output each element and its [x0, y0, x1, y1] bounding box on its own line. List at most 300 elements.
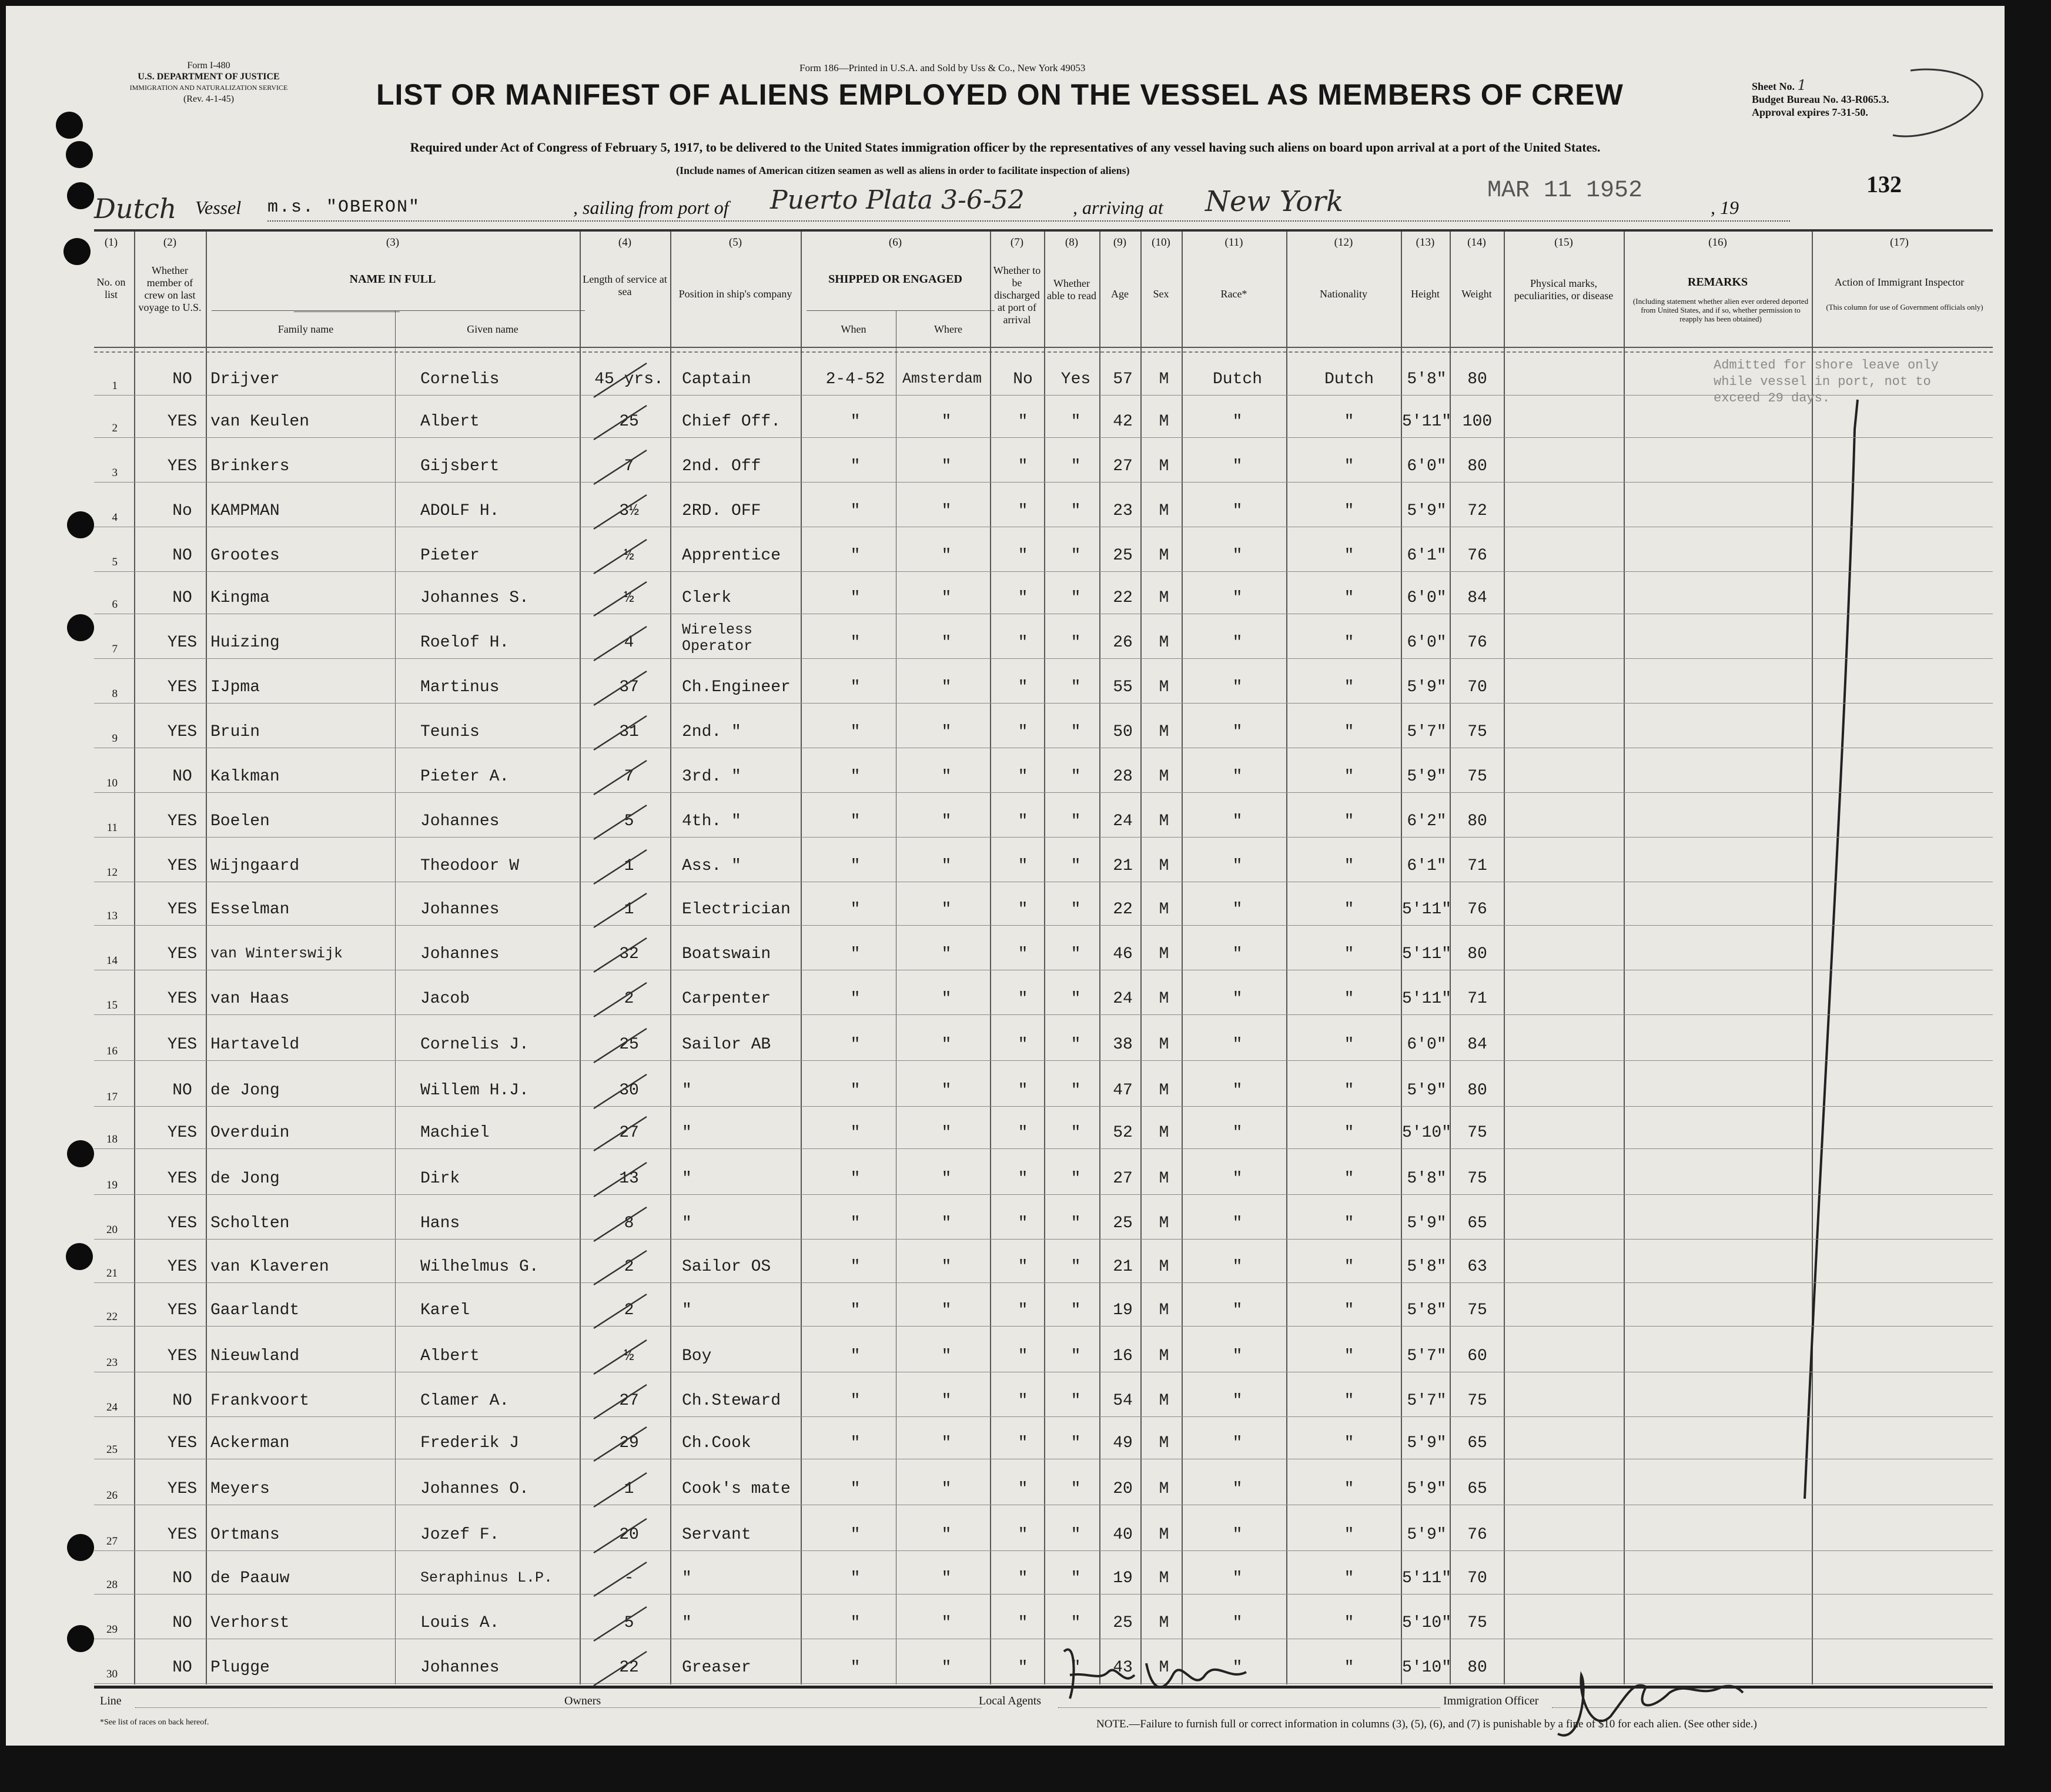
check-stroke [588, 1605, 658, 1646]
engaged-when: " [850, 1659, 861, 1677]
discharge-flag: " [1018, 900, 1028, 919]
sex: M [1159, 457, 1169, 475]
race: " [1232, 723, 1243, 741]
family-name: van Haas [210, 990, 290, 1008]
ship-position: Cook's mate [682, 1480, 791, 1498]
engaged-when: " [850, 857, 861, 875]
family-name: Gaarlandt [210, 1301, 300, 1319]
sex: M [1159, 413, 1169, 431]
given-name-header: Given name [467, 323, 518, 335]
ship-position: " [682, 1124, 692, 1142]
age: 19 [1113, 1301, 1133, 1319]
race: " [1232, 1569, 1243, 1587]
engaged-when: " [850, 678, 861, 696]
service-length: 3½ [619, 502, 639, 520]
sheet-label: Sheet No. [1752, 81, 1795, 92]
check-stroke-path [594, 1652, 647, 1686]
engaged-where: " [941, 945, 952, 963]
check-stroke [588, 848, 658, 889]
column-header: Whether to be discharged at port of arrival [993, 264, 1041, 326]
engaged-when: " [850, 1614, 861, 1632]
family-name: Esselman [210, 900, 290, 919]
discharge-flag: " [1018, 945, 1028, 963]
check-stroke-path [594, 1251, 647, 1285]
ship-position: 2nd. Off [682, 457, 761, 475]
punch-hole [67, 614, 94, 641]
column-number: (5) [728, 236, 742, 249]
discharge-flag: " [1018, 1170, 1028, 1188]
crew-last-voyage: NO [172, 1081, 192, 1100]
ship-position: Ch.Cook [682, 1434, 751, 1452]
name-subrule-2 [212, 310, 585, 311]
crew-last-voyage: No [172, 502, 192, 520]
service-length: 8 [624, 1214, 634, 1232]
check-stroke-path [594, 938, 647, 972]
discharge-flag: " [1018, 1569, 1028, 1587]
weight: 80 [1467, 1659, 1487, 1677]
nationality: " [1344, 1659, 1354, 1677]
discharge-flag: " [1018, 678, 1028, 696]
given-name: Johannes S. [420, 589, 529, 607]
discharge-flag: " [1018, 547, 1028, 565]
check-stroke [588, 1160, 658, 1201]
race: " [1232, 1347, 1243, 1365]
when-header: When [841, 323, 866, 335]
column-header: SHIPPED OR ENGAGED [828, 273, 962, 286]
table-row-rule [94, 482, 1993, 483]
check-stroke [588, 1516, 658, 1557]
crew-last-voyage: YES [167, 1036, 198, 1054]
officer-signature [1546, 1663, 1746, 1751]
crew-last-voyage: YES [167, 1258, 198, 1276]
table-row-rule [94, 1326, 1993, 1327]
height: 5'10" [1401, 1659, 1451, 1677]
year-label: , 19 [1711, 197, 1739, 218]
family-name: Meyers [210, 1480, 270, 1498]
arrival-port: New York [1205, 185, 1344, 218]
discharge-flag: " [1018, 812, 1028, 830]
able-to-read: " [1070, 1036, 1081, 1054]
table-row-rule [94, 1550, 1993, 1551]
ship-position: Apprentice [682, 547, 781, 565]
column-rule [801, 232, 802, 1684]
engaged-where: " [941, 1258, 952, 1276]
given-name: Jozef F. [420, 1526, 500, 1544]
family-name: Verhorst [210, 1614, 290, 1632]
check-stroke [588, 891, 658, 932]
service-length: 2 [624, 1258, 634, 1276]
remarks-note: (Including statement whether alien ever ordered deported from United States, and if so, whether permission to reapply has been obtained) [1632, 297, 1809, 323]
given-name: Martinus [420, 678, 500, 696]
age: 19 [1113, 1569, 1133, 1587]
agents-label: Local Agents [979, 1694, 1042, 1707]
weight: 80 [1467, 370, 1487, 388]
sex: M [1159, 723, 1169, 741]
check-stroke-path [594, 1607, 647, 1641]
service-length: 37 [619, 678, 639, 696]
line-number: 4 [112, 511, 118, 524]
sex: M [1159, 547, 1169, 565]
family-name: van Keulen [210, 413, 310, 431]
penalty-note: NOTE.—Failure to furnish full or correct information in columns (3), (5), (6), and (7) is punishable by a fine of $10 for each alien. (See other side.) [1096, 1718, 1757, 1730]
form-title: LIST OR MANIFEST OF ALIENS EMPLOYED ON THE VESSEL AS MEMBERS OF CREW [376, 78, 1624, 111]
service-length: 20 [619, 1526, 639, 1544]
nationality: " [1344, 1392, 1354, 1410]
column-number: (3) [386, 236, 400, 249]
check-stroke [588, 936, 658, 977]
race: " [1232, 1124, 1243, 1142]
race: " [1232, 1614, 1243, 1632]
nationality: " [1344, 1526, 1354, 1544]
crew-last-voyage: NO [172, 370, 192, 388]
check-stroke-path [594, 627, 647, 661]
service-length: 13 [619, 1170, 639, 1188]
line-number: 27 [106, 1535, 118, 1548]
crew-last-voyage: YES [167, 723, 198, 741]
nationality: " [1344, 1301, 1354, 1319]
engaged-where: " [941, 678, 952, 696]
engaged-when: " [850, 1081, 861, 1100]
column-rule [580, 232, 581, 1684]
ship-position: Ch.Steward [682, 1392, 781, 1410]
age: 21 [1113, 1258, 1133, 1276]
service-length: 25 [619, 1036, 639, 1054]
crew-last-voyage: YES [167, 857, 198, 875]
height: 5'9" [1407, 1480, 1447, 1498]
age: 50 [1113, 723, 1133, 741]
check-stroke [588, 714, 658, 755]
engaged-when: " [850, 990, 861, 1008]
ship-position: 2nd. " [682, 723, 741, 741]
service-length: 5 [624, 812, 634, 830]
weight: 80 [1467, 812, 1487, 830]
ship-position: Wireless Operator [682, 621, 753, 655]
service-length: ½ [624, 1347, 634, 1365]
height: 5'10" [1401, 1614, 1451, 1632]
table-row-rule [94, 1014, 1993, 1015]
crew-last-voyage: YES [167, 900, 198, 919]
race: " [1232, 1170, 1243, 1188]
given-name: Hans [420, 1214, 460, 1232]
service-length: 7 [624, 457, 634, 475]
punch-hole [67, 182, 94, 209]
service-length: 5 [624, 1614, 634, 1632]
punch-hole [66, 141, 93, 168]
family-name: de Jong [210, 1170, 280, 1188]
check-stroke-path [594, 540, 647, 574]
column-header: Physical marks, peculiarities, or disease [1514, 277, 1614, 302]
discharge-flag: " [1018, 1659, 1028, 1677]
able-to-read: " [1070, 1659, 1081, 1677]
race: " [1232, 1659, 1243, 1677]
weight: 75 [1467, 1124, 1487, 1142]
service-length: 30 [619, 1081, 639, 1100]
height: 5'11" [1401, 945, 1451, 963]
given-name: Albert [420, 413, 480, 431]
service-length: 27 [619, 1124, 639, 1142]
age: 47 [1113, 1081, 1133, 1100]
age: 40 [1113, 1526, 1133, 1544]
check-stroke-path [594, 495, 647, 529]
nationality: " [1344, 1170, 1354, 1188]
service-length: 25 [619, 413, 639, 431]
engaged-when: " [850, 1434, 861, 1452]
line-number: 13 [106, 910, 118, 922]
given-name: Pieter [420, 547, 480, 565]
punch-hole [67, 1534, 94, 1561]
header-bottom-rule [94, 347, 1993, 348]
line-number: 7 [112, 643, 118, 655]
weight: 65 [1467, 1480, 1487, 1498]
engaged-where: " [941, 768, 952, 786]
table-row-rule [94, 395, 1993, 396]
given-name: Theodoor W [420, 857, 520, 875]
crew-last-voyage: YES [167, 634, 198, 652]
ship-position: Captain [682, 370, 751, 388]
nationality: " [1344, 1214, 1354, 1232]
able-to-read: " [1070, 678, 1081, 696]
engaged-where: " [941, 1480, 952, 1498]
department: U.S. DEPARTMENT OF JUSTICE [138, 72, 280, 82]
ship-position: " [682, 1614, 692, 1632]
table-row-rule [94, 1594, 1993, 1595]
able-to-read: " [1070, 413, 1081, 431]
family-name: Bruin [210, 723, 260, 741]
able-to-read: " [1070, 1526, 1081, 1544]
page-number: 132 [1866, 171, 1902, 197]
given-name: Karel [420, 1301, 470, 1319]
engaged-when: " [850, 547, 861, 565]
sex: M [1159, 1170, 1169, 1188]
age: 38 [1113, 1036, 1133, 1054]
crew-last-voyage: YES [167, 945, 198, 963]
race: " [1232, 1480, 1243, 1498]
table-row-rule [94, 1239, 1993, 1240]
able-to-read: " [1070, 1569, 1081, 1587]
height: 5'9" [1407, 1214, 1447, 1232]
engaged-where: " [941, 1659, 952, 1677]
weight: 71 [1467, 857, 1487, 875]
discharge-flag: " [1018, 990, 1028, 1008]
nationality: " [1344, 413, 1354, 431]
ship-position: Servant [682, 1526, 751, 1544]
weight: 75 [1467, 723, 1487, 741]
table-row-rule [94, 658, 1993, 659]
crew-last-voyage: NO [172, 1614, 192, 1632]
check-stroke [588, 980, 658, 1021]
family-name: de Jong [210, 1081, 280, 1100]
weight: 72 [1467, 502, 1487, 520]
able-to-read: " [1070, 1214, 1081, 1232]
nationality: " [1344, 1036, 1354, 1054]
nationality: " [1344, 1569, 1354, 1587]
weight: 76 [1467, 547, 1487, 565]
race: " [1232, 1434, 1243, 1452]
service-length: 22 [619, 1659, 639, 1677]
service-length: 45 yrs. [594, 370, 664, 388]
weight: 60 [1467, 1347, 1487, 1365]
able-to-read: " [1070, 1480, 1081, 1498]
check-stroke [588, 758, 658, 799]
discharge-flag: " [1018, 634, 1028, 652]
engaged-where: " [941, 990, 952, 1008]
check-stroke [588, 1382, 658, 1423]
service-length: 1 [624, 1480, 634, 1498]
given-name: Pieter A. [420, 768, 510, 786]
able-to-read: " [1070, 502, 1081, 520]
given-name: Roelof H. [420, 634, 510, 652]
race: " [1232, 502, 1243, 520]
weight: 100 [1462, 413, 1493, 431]
crew-last-voyage: YES [167, 1124, 198, 1142]
check-stroke-path [594, 893, 647, 927]
nationality: " [1344, 457, 1354, 475]
sub-column-rule [395, 310, 396, 1684]
check-stroke-path [594, 1294, 647, 1328]
check-stroke-path [594, 850, 647, 884]
age: 21 [1113, 857, 1133, 875]
age: 42 [1113, 413, 1133, 431]
family-name: Brinkers [210, 457, 290, 475]
race: " [1232, 1301, 1243, 1319]
check-stroke [588, 361, 658, 402]
crew-last-voyage: YES [167, 678, 198, 696]
check-stroke [588, 1649, 658, 1690]
age: 25 [1113, 547, 1133, 565]
ship-position: " [682, 1301, 692, 1319]
given-name: Johannes [420, 812, 500, 830]
sex: M [1159, 1392, 1169, 1410]
table-row-rule [94, 1282, 1993, 1283]
weight: 75 [1467, 1392, 1487, 1410]
crew-last-voyage: YES [167, 457, 198, 475]
height: 5'7" [1407, 1347, 1447, 1365]
family-name: Hartaveld [210, 1036, 300, 1054]
sex: M [1159, 1659, 1169, 1677]
punch-hole [67, 511, 94, 538]
ship-position: " [682, 1569, 692, 1587]
race: " [1232, 990, 1243, 1008]
age: 22 [1113, 900, 1133, 919]
engaged-when: 2-4-52 [825, 370, 885, 388]
column-header: Height [1411, 288, 1440, 300]
given-name: Frederik J [420, 1434, 520, 1452]
sex: M [1159, 1569, 1169, 1587]
given-name: Johannes O. [420, 1480, 529, 1498]
ship-position: Electrician [682, 900, 791, 919]
discharge-flag: " [1018, 457, 1028, 475]
nationality: " [1344, 678, 1354, 696]
weight: 84 [1467, 1036, 1487, 1054]
form-number: Form I-480 [187, 61, 230, 71]
line-label: Line [100, 1694, 122, 1707]
weight: 75 [1467, 1301, 1487, 1319]
column-rule [1504, 232, 1505, 1684]
race: " [1232, 1258, 1243, 1276]
engaged-when: " [850, 1526, 861, 1544]
ship-position: " [682, 1214, 692, 1232]
weight: 70 [1467, 1569, 1487, 1587]
crew-last-voyage: YES [167, 1214, 198, 1232]
engaged-when: " [850, 1480, 861, 1498]
race: " [1232, 457, 1243, 475]
engaged-where: " [941, 1526, 952, 1544]
family-name: Plugge [210, 1659, 270, 1677]
able-to-read: " [1070, 1434, 1081, 1452]
race: " [1232, 678, 1243, 696]
sex: M [1159, 1258, 1169, 1276]
agent-signature [1052, 1640, 1264, 1716]
table-row-rule [94, 1148, 1993, 1149]
weight: 75 [1467, 1170, 1487, 1188]
officer-label: Immigration Officer [1443, 1694, 1539, 1707]
column-number: (7) [1010, 236, 1024, 249]
line-number: 2 [112, 422, 118, 434]
weight: 65 [1467, 1214, 1487, 1232]
column-header: NAME IN FULL [349, 273, 436, 286]
age: 52 [1113, 1124, 1133, 1142]
engaged-where: " [941, 1170, 952, 1188]
able-to-read: " [1070, 768, 1081, 786]
race: " [1232, 589, 1243, 607]
table-row-rule [94, 837, 1993, 838]
engaged-when: " [850, 502, 861, 520]
column-number: (4) [618, 236, 632, 249]
where-header: Where [934, 323, 962, 335]
line-number: 28 [106, 1579, 118, 1591]
arrival-date-stamp: MAR 11 1952 [1487, 177, 1643, 204]
column-header: REMARKS [1687, 276, 1748, 289]
line-number: 26 [106, 1489, 118, 1502]
check-stroke [588, 580, 658, 621]
able-to-read: " [1070, 1614, 1081, 1632]
given-name: Cornelis J. [420, 1036, 529, 1054]
sex: M [1159, 1301, 1169, 1319]
engaged-when: " [850, 589, 861, 607]
table-row-rule [94, 925, 1993, 926]
nationality: " [1344, 1258, 1354, 1276]
age: 43 [1113, 1659, 1133, 1677]
crew-last-voyage: NO [172, 1392, 192, 1410]
service-length: 2 [624, 990, 634, 1008]
race: Dutch [1212, 370, 1262, 388]
line-number: 14 [106, 954, 118, 967]
family-name: Boelen [210, 812, 270, 830]
sex: M [1159, 1434, 1169, 1452]
race: " [1232, 812, 1243, 830]
crew-last-voyage: NO [172, 768, 192, 786]
race: " [1232, 547, 1243, 565]
age: 27 [1113, 1170, 1133, 1188]
family-name: Frankvoort [210, 1392, 310, 1410]
column-header: Age [1111, 288, 1129, 300]
engaged-where: " [941, 589, 952, 607]
given-name: Teunis [420, 723, 480, 741]
weight: 76 [1467, 634, 1487, 652]
able-to-read: " [1070, 857, 1081, 875]
family-name: Overduin [210, 1124, 290, 1142]
column-number: (14) [1467, 236, 1486, 249]
discharge-flag: " [1018, 1480, 1028, 1498]
punch-hole [56, 112, 83, 139]
discharge-flag: " [1018, 1392, 1028, 1410]
inspector-note: (This column for use of Government officials only) [1826, 303, 1983, 311]
given-name: Gijsbert [420, 457, 500, 475]
discharge-flag: " [1018, 589, 1028, 607]
able-to-read: " [1070, 945, 1081, 963]
able-to-read: " [1070, 1124, 1081, 1142]
height: 5'11" [1401, 413, 1451, 431]
